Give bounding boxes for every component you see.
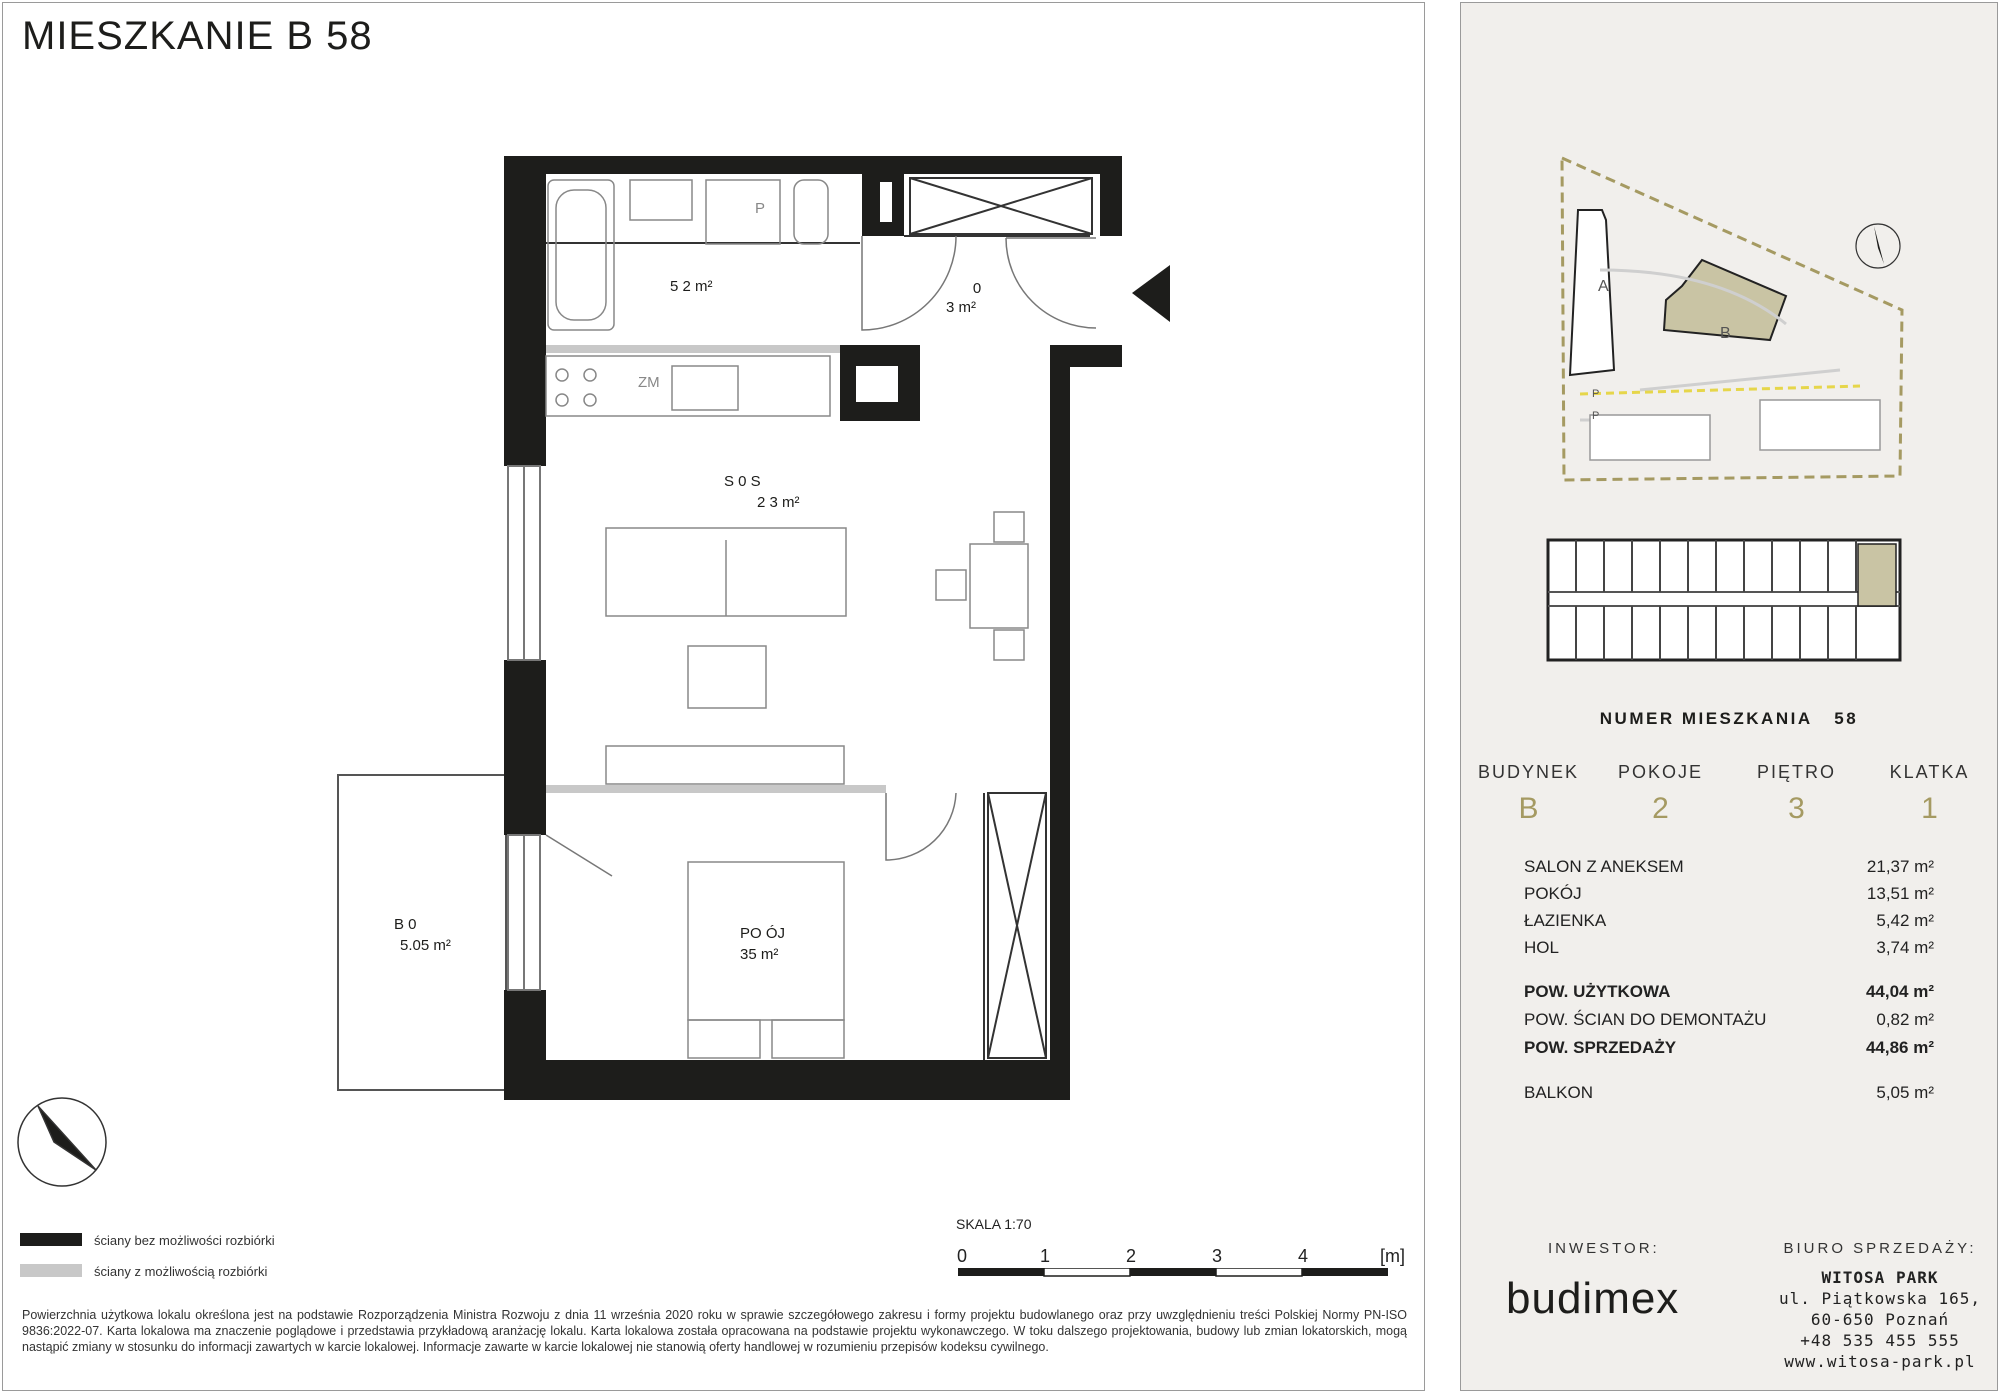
hall-area: 3 m² bbox=[946, 299, 976, 316]
area-label: BALKON bbox=[1524, 1083, 1593, 1102]
room-area: 35 m² bbox=[740, 946, 779, 963]
office-name: WITOSA PARK bbox=[1821, 1268, 1939, 1287]
area-value: 44,86 m² bbox=[1865, 1038, 1934, 1057]
site-label-a: A bbox=[1598, 278, 1609, 295]
north-arrow-icon bbox=[1856, 224, 1900, 268]
header-pokoje: POKOJE bbox=[1617, 762, 1704, 782]
disclaimer: Powierzchnia użytkowa lokalu określona jest na podstawie Rozporządzenia Ministra Rozwoju z dnia 11 września 2020 roku w sprawie szczegółowego zakresu i formy projektu budowlanego oraz przy uwzględnieniu treści Polskiej Normy PN-ISO 9836:2022-07. Karta lokalowa ma znaczenie poglądowe i przedstawia przykładową aranżację lokalu. Karta lokalowa została opracowana na podstawie projektu wykonawczego. W toku dalszego projektowania, budowy lub zmian lokatorskich, mogą nastąpić zmiany w stosunku do informacji zawartych w karcie lokalowej. Informacje zawarte w karcie lokalowej nie stanowią oferty handlowej w rozumieniu przepisów kodeksu cywilnego. bbox=[22, 1308, 1407, 1354]
bathroom-tag: P bbox=[754, 200, 765, 217]
removable-walls bbox=[546, 345, 886, 793]
investor-label: INWESTOR: bbox=[1548, 1240, 1660, 1257]
site-map bbox=[1540, 150, 1960, 490]
header-klatka: KLATKA bbox=[1889, 762, 1970, 782]
legend-fixed-swatch bbox=[20, 1233, 82, 1246]
legend-removable-text: ściany z możliwością rozbiórki bbox=[94, 1264, 268, 1279]
site-label-p1: P bbox=[1592, 388, 1600, 400]
floor-key-plan bbox=[1540, 530, 1960, 670]
scale-tick-2: 2 bbox=[1126, 1246, 1137, 1266]
value-budynek: B bbox=[1518, 792, 1539, 825]
office-label: BIURO SPRZEDAŻY: bbox=[1783, 1240, 1977, 1257]
bathroom-label: 5 2 m² bbox=[670, 278, 713, 295]
area-value: 0,82 m² bbox=[1876, 1010, 1934, 1029]
area-value: 21,37 m² bbox=[1866, 857, 1934, 876]
scale-tick-4: 4 bbox=[1298, 1246, 1309, 1266]
kitchen-tag: ZM bbox=[638, 374, 660, 391]
hall-name: 0 bbox=[972, 280, 982, 297]
entrance-arrow-icon bbox=[1132, 265, 1170, 322]
site-label-b: B bbox=[1720, 325, 1731, 342]
office-street: ul. Piątkowska 165, bbox=[1778, 1289, 1982, 1308]
scale-label: SKALA 1:70 bbox=[956, 1216, 1032, 1232]
value-pietro: 3 bbox=[1788, 792, 1805, 825]
compass-icon bbox=[18, 1098, 106, 1186]
investor-logo: budimex bbox=[1506, 1274, 1680, 1323]
office-city: 60-650 Poznań bbox=[1810, 1310, 1950, 1329]
salon-name: S 0 S bbox=[724, 473, 761, 490]
value-pokoje: 2 bbox=[1652, 792, 1669, 825]
room-name: PO ÓJ bbox=[740, 925, 786, 942]
area-label: ŁAZIENKA bbox=[1524, 911, 1607, 930]
area-label: HOL bbox=[1524, 938, 1559, 957]
area-value: 44,04 m² bbox=[1865, 982, 1934, 1001]
area-label: POKÓJ bbox=[1524, 884, 1582, 903]
header-budynek: BUDYNEK bbox=[1477, 762, 1580, 782]
salon-area: 2 3 m² bbox=[757, 494, 800, 511]
office-web[interactable]: www.witosa-park.pl bbox=[1784, 1352, 1976, 1371]
balcony-name: B 0 bbox=[394, 916, 417, 933]
legend-removable-swatch bbox=[20, 1264, 82, 1277]
office-phone: +48 535 455 555 bbox=[1800, 1331, 1960, 1350]
area-label: POW. ŚCIAN DO DEMONTAŻU bbox=[1524, 1010, 1767, 1029]
area-value: 3,74 m² bbox=[1876, 938, 1934, 957]
balcony-area: 5.05 m² bbox=[400, 937, 451, 954]
area-value: 13,51 m² bbox=[1866, 884, 1934, 903]
apartment-number-value: 58 bbox=[1834, 709, 1859, 728]
scale-bar bbox=[958, 1268, 1408, 1280]
apartment-number-label: NUMER MIESZKANIA bbox=[1599, 709, 1813, 728]
header-pietro: PIĘTRO bbox=[1756, 762, 1836, 782]
balcony-outline bbox=[338, 775, 506, 1090]
scale-tick-1: 1 bbox=[1040, 1246, 1051, 1266]
area-label: SALON Z ANEKSEM bbox=[1524, 857, 1684, 876]
legend-fixed-text: ściany bez możliwości rozbiórki bbox=[94, 1233, 275, 1248]
scale-tick-0: 0 bbox=[957, 1246, 968, 1266]
page-title: MIESZKANIE B 58 bbox=[22, 14, 373, 58]
site-label-p2: P bbox=[1592, 410, 1600, 422]
value-klatka: 1 bbox=[1921, 792, 1938, 825]
scale-tick-3: 3 bbox=[1212, 1246, 1223, 1266]
apartment-number-title bbox=[1460, 709, 1998, 729]
area-label: POW. SPRZEDAŻY bbox=[1524, 1038, 1677, 1057]
area-label: POW. UŻYTKOWA bbox=[1524, 982, 1671, 1001]
area-value: 5,42 m² bbox=[1876, 911, 1934, 930]
scale-unit: [m] bbox=[1380, 1246, 1405, 1266]
area-value: 5,05 m² bbox=[1876, 1083, 1934, 1102]
